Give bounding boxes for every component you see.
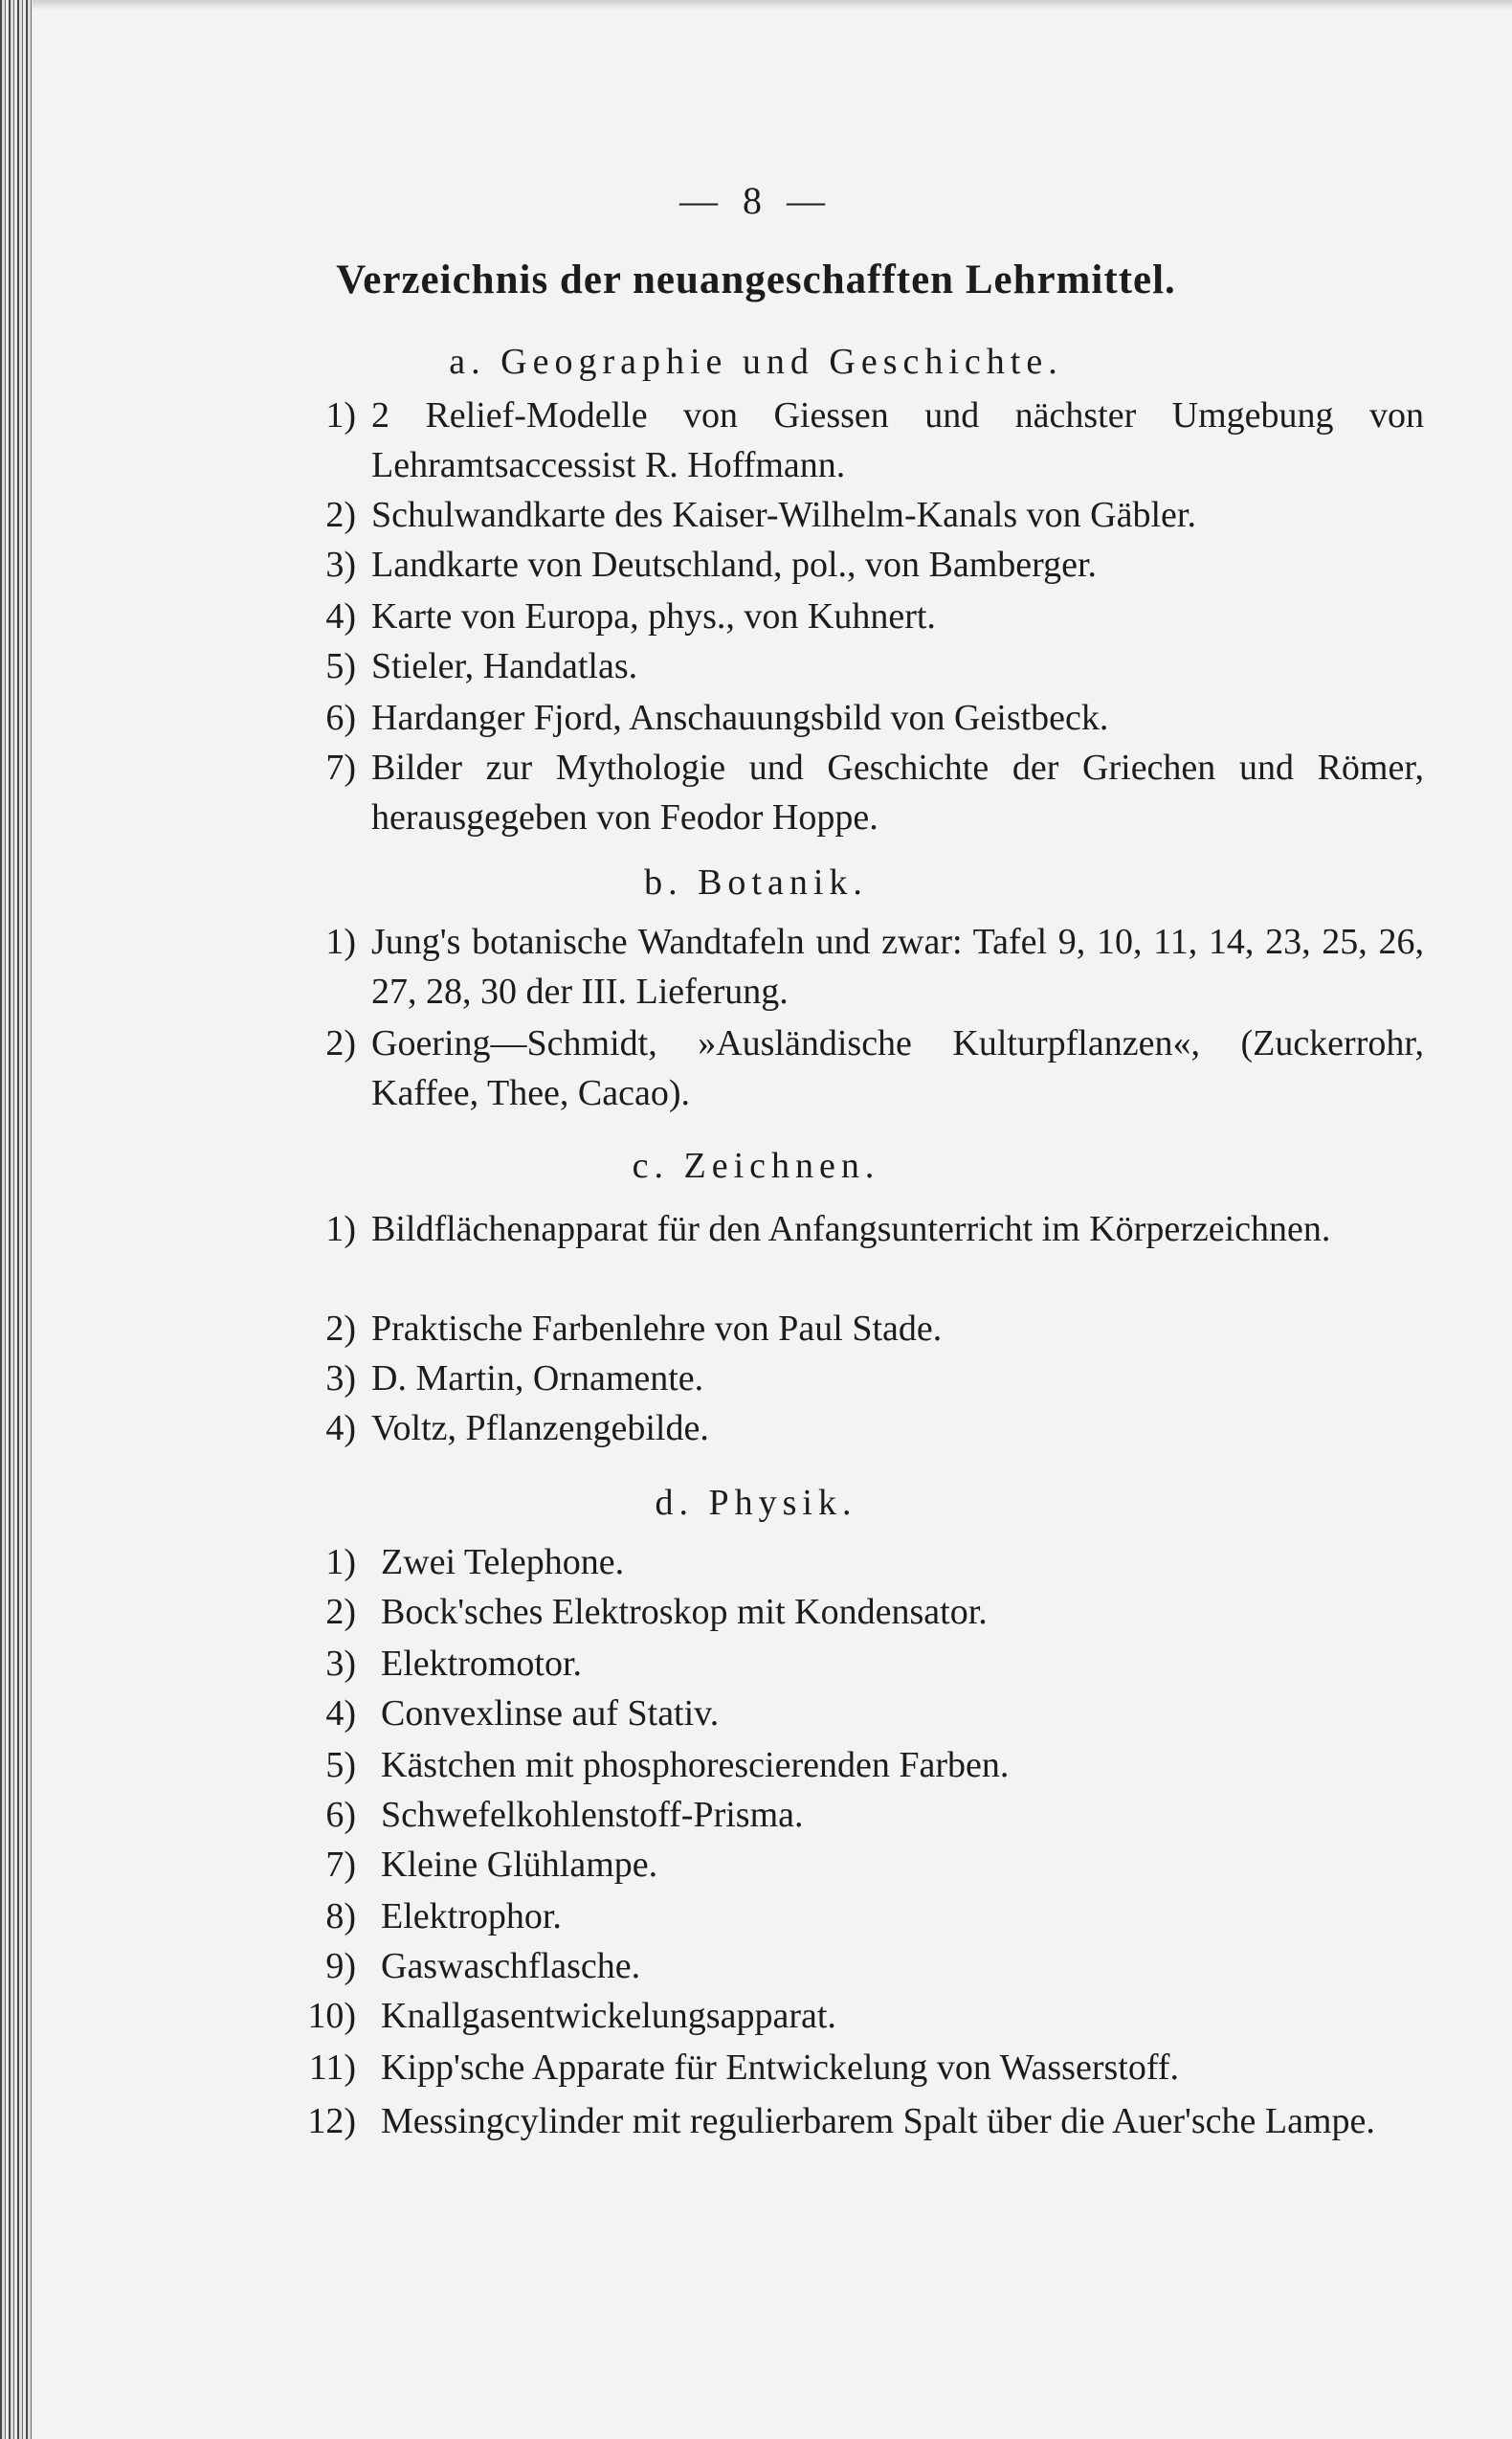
item-number: 2) (325, 495, 356, 535)
item-number: 5) (325, 646, 356, 686)
item-text: Kipp'sche Apparate für Entwickelung von Wasserstoff. (381, 2047, 1179, 2088)
item-text: Hardanger Fjord, Anschauungsbild von Geistbeck. (371, 698, 1109, 738)
item-number: 12) (307, 2101, 356, 2141)
item-text: Jung's botanische Wandtafeln und zwar: Tafel 9, 10, 11, 14, 23, 25, 26, 27, 28, 30 der III. Lieferung. (371, 922, 1424, 1012)
item-number: 6) (325, 1795, 356, 1835)
item-number: 9) (325, 1946, 356, 1986)
item-text: Landkarte von Deutschland, pol., von Bamberger. (371, 545, 1098, 585)
item-number: 8) (325, 1896, 356, 1936)
item-text: Karte von Europa, phys., von Kuhnert. (371, 596, 936, 637)
item-text: Convexlinse auf Stativ. (381, 1693, 720, 1734)
item-number: 1) (325, 1542, 356, 1582)
item-number: 2) (325, 1592, 356, 1632)
item-number: 7) (325, 1845, 356, 1885)
section-heading-physik: d. Physik. (655, 1483, 857, 1523)
item-number: 7) (325, 748, 356, 788)
item-number: 4) (325, 1408, 356, 1448)
item-text: Praktische Farbenlehre von Paul Stade. (371, 1309, 943, 1349)
section-heading-geographie: a. Geographie und Geschichte. (449, 342, 1063, 382)
section-heading-zeichnen: c. Zeichnen. (632, 1146, 880, 1186)
item-number: 3) (325, 1358, 356, 1399)
item-text: Elektrophor. (381, 1896, 562, 1936)
item-number: 10) (307, 1996, 356, 2036)
item-text: Bildflächenapparat für den Anfangsunterricht im Körperzeichnen. (371, 1209, 1331, 1249)
item-text: Kästchen mit phosphorescierenden Farben. (381, 1745, 1010, 1785)
item-number: 2) (325, 1309, 356, 1349)
item-text: Voltz, Pflanzengebilde. (371, 1408, 709, 1448)
section-heading-botanik: b. Botanik. (644, 862, 868, 903)
page-number: — 8 — (679, 179, 833, 222)
item-text: Messingcylinder mit regulierbarem Spalt über die Auer'sche Lampe. (381, 2101, 1375, 2141)
item-text: Gaswaschflasche. (381, 1946, 641, 1986)
item-number: 1) (325, 395, 356, 436)
item-text: Bilder zur Mythologie und Geschichte der Griechen und Römer, herausgegeben von Feodor Hoppe. (371, 748, 1424, 838)
item-text: Bock'sches Elektroskop mit Kondensator. (381, 1592, 988, 1632)
page-title: Verzeichnis der neuangeschafften Lehrmittel. (336, 257, 1176, 302)
item-text: Kleine Glühlampe. (381, 1845, 658, 1885)
item-number: 4) (325, 1693, 356, 1734)
item-text: Elektromotor. (381, 1644, 583, 1684)
item-text: Schulwandkarte des Kaiser-Wilhelm-Kanals von Gäbler. (371, 495, 1196, 535)
item-number: 1) (325, 1209, 356, 1249)
item-number: 4) (325, 596, 356, 637)
item-text: Stieler, Handatlas. (371, 646, 638, 686)
item-text: Schwefelkohlenstoff-Prisma. (381, 1795, 804, 1835)
item-number: 1) (325, 922, 356, 962)
item-number: 5) (325, 1745, 356, 1785)
item-number: 6) (325, 698, 356, 738)
item-text: Goering—Schmidt, »Ausländische Kulturpflanzen«, (Zuckerrohr, Kaffee, Thee, Cacao). (371, 1023, 1424, 1113)
item-number: 2) (325, 1023, 356, 1063)
item-text: Zwei Telephone. (381, 1542, 625, 1582)
item-text: 2 Relief-Modelle von Giessen und nächster Umgebung von Lehramtsaccessist R. Hoffmann. (371, 395, 1424, 485)
item-number: 3) (325, 545, 356, 585)
item-number: 11) (308, 2047, 356, 2088)
item-text: D. Martin, Ornamente. (371, 1358, 704, 1399)
item-text: Knallgasentwickelungsapparat. (381, 1996, 836, 2036)
item-number: 3) (325, 1644, 356, 1684)
